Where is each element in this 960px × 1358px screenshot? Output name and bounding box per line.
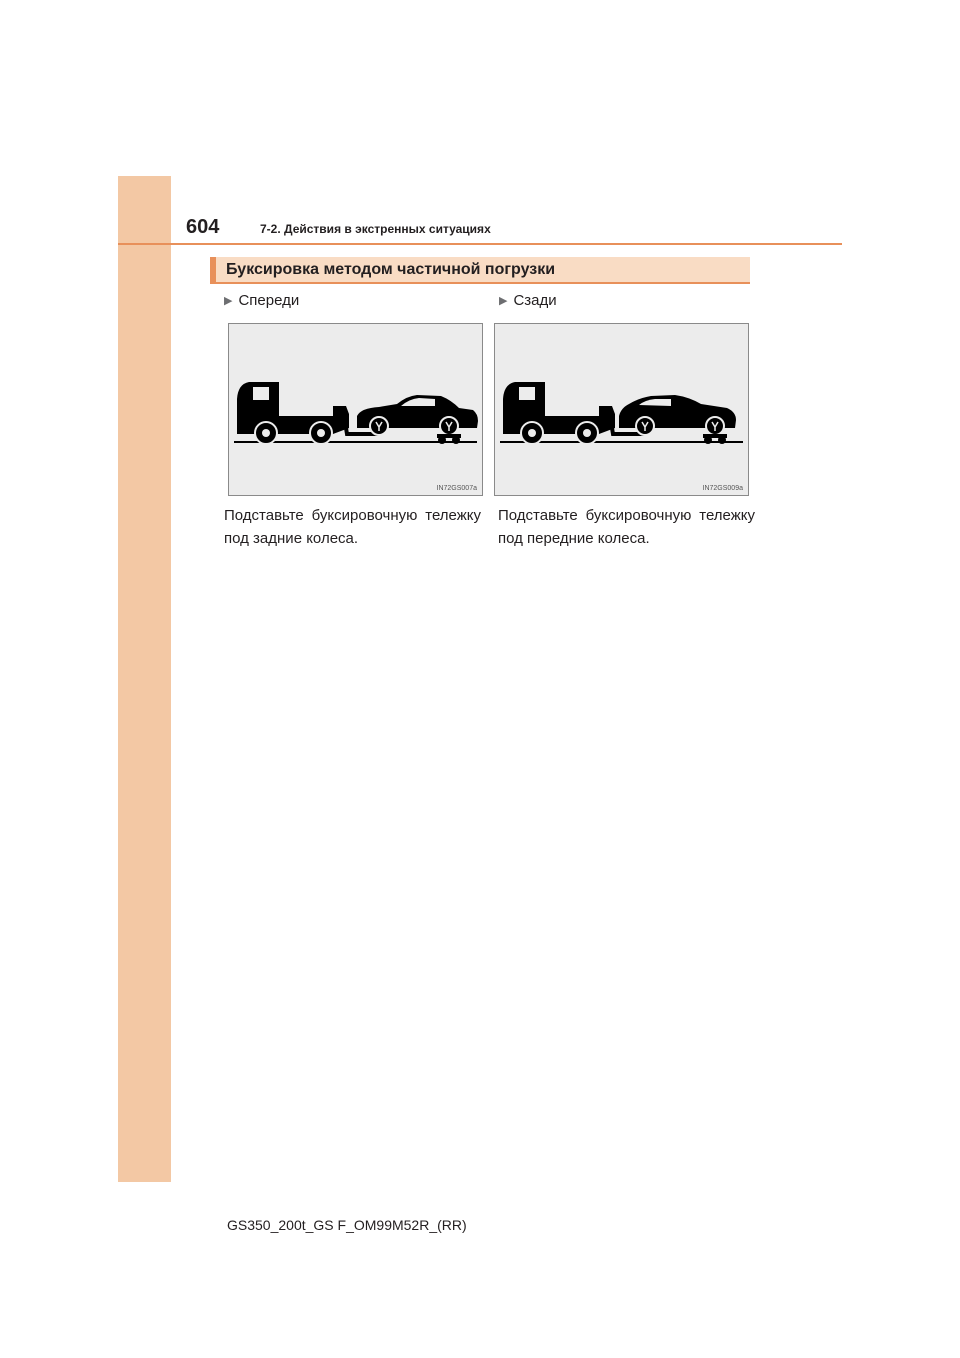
chapter-title: 7-2. Действия в экстренных ситуациях xyxy=(260,222,491,236)
footer-doc-id: GS350_200t_GS F_OM99M52R_(RR) xyxy=(227,1217,467,1233)
header-rule xyxy=(118,243,842,245)
side-tab xyxy=(118,176,171,1182)
section-title: Буксировка методом частичной погрузки xyxy=(226,261,556,278)
figure-front-tow xyxy=(228,323,483,496)
caption-rear: Подставьте буксировочную тележку под передние колеса. xyxy=(498,507,755,547)
triangle-bullet-icon: ▶ xyxy=(224,295,233,307)
subheading-rear xyxy=(499,292,557,309)
figure-code: IN72GS007a xyxy=(436,485,477,492)
triangle-bullet-icon: ▶ xyxy=(499,295,508,307)
page-number: 604 xyxy=(186,216,220,238)
subheading-label: Спереди xyxy=(238,292,300,309)
figure-rear-tow xyxy=(494,323,749,496)
subheading-front xyxy=(224,292,299,309)
section-heading-bar xyxy=(210,257,750,284)
tow-truck-illustration xyxy=(495,324,750,497)
subheading-label: Сзади xyxy=(513,292,557,309)
figure-code: IN72GS009a xyxy=(702,485,743,492)
tow-truck-illustration xyxy=(229,324,484,497)
caption-front: Подставьте буксировочную тележку под задние колеса. xyxy=(224,507,481,547)
